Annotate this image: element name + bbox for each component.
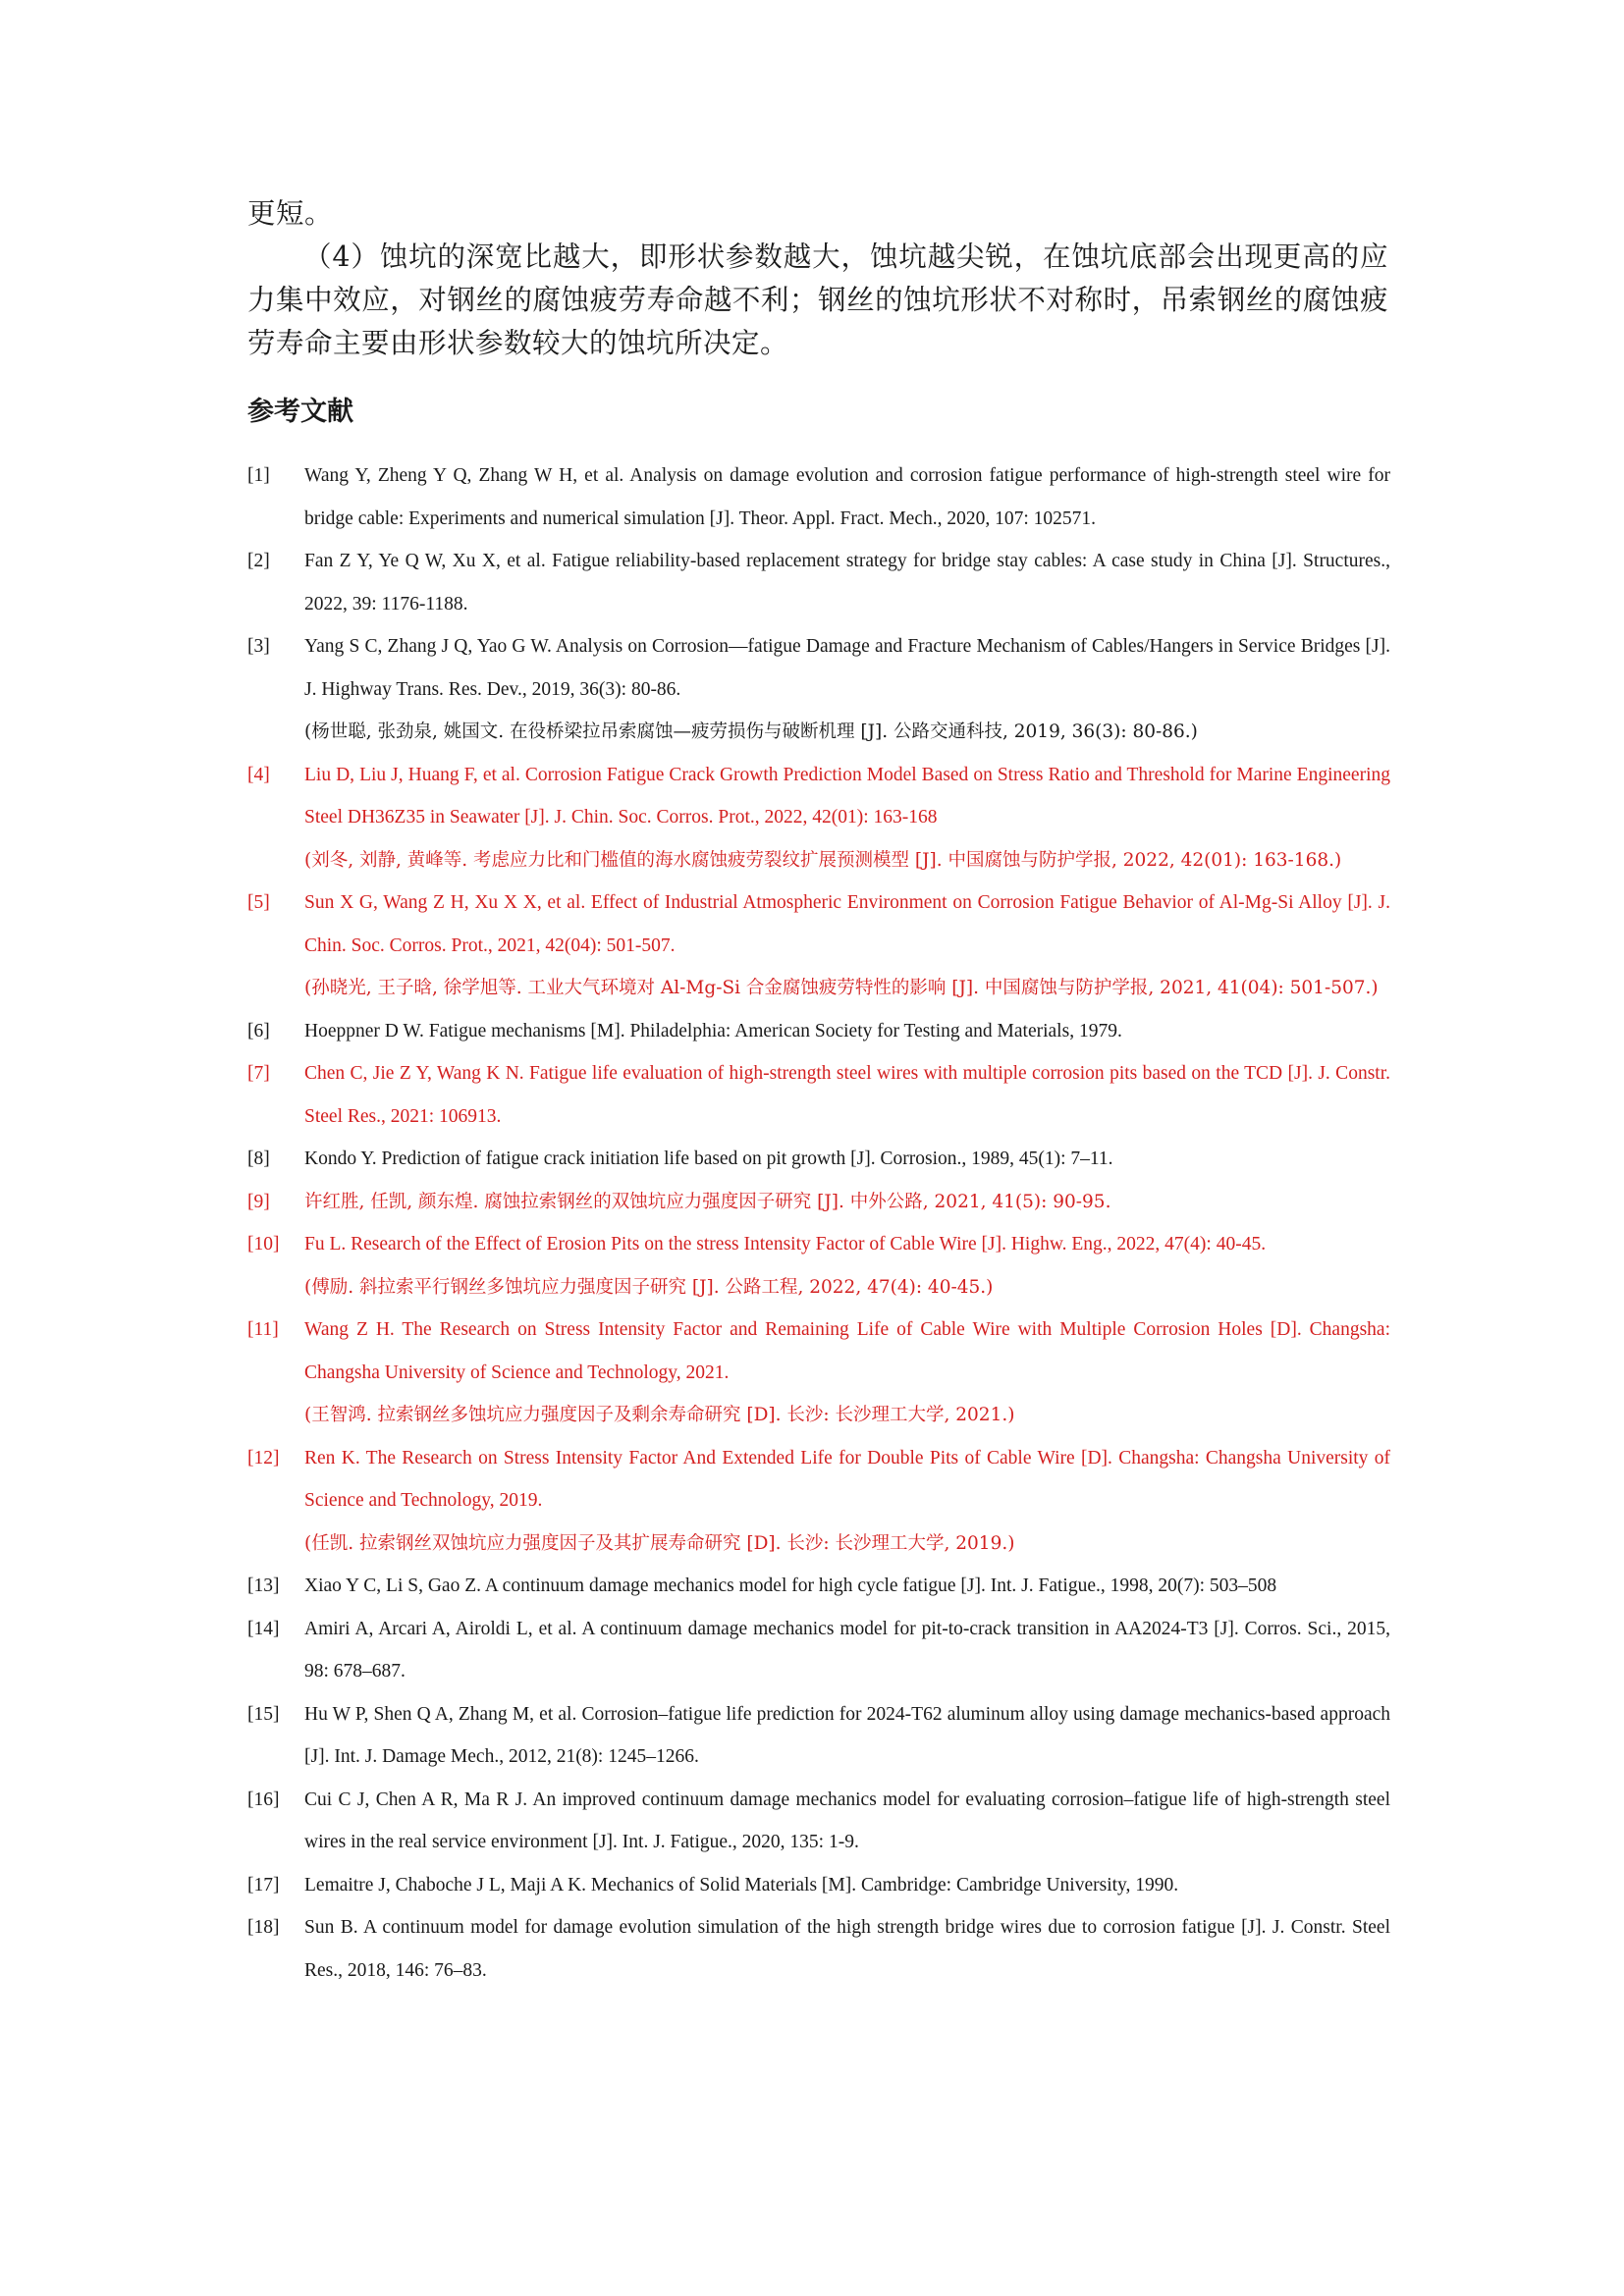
reference-chinese-text: (孙晓光, 王子晗, 徐学旭等. 工业大气环境对 Al-Mg-Si 合金腐蚀疲劳特性的影响 [J]. 中国腐蚀与防护学报, 2021, 41(04): 501-507.)	[304, 978, 1379, 998]
reference-number: [10]	[247, 1234, 280, 1255]
reference-text: Ren K. The Research on Stress Intensity Factor And Extended Life for Double Pits of Cable Wire [D]. Changsha: Changsha University of Science and Technology, 2019.	[304, 1447, 1390, 1511]
reference-item	[247, 1223, 1390, 1308]
reference-text: Fan Z Y, Ye Q W, Xu X, et al. Fatigue reliability-based replacement strategy for bridge stay cables: A case study in China [J]. Structures., 2022, 39: 1176-1188.	[304, 551, 1390, 614]
reference-item	[247, 1052, 1390, 1138]
reference-item	[247, 1308, 1390, 1437]
reference-text: Hu W P, Shen Q A, Zhang M, et al. Corrosion–fatigue life prediction for 2024-T62 aluminum alloy using damage mechanics-based approach [J]. Int. J. Damage Mech., 2012, 21(8): 1245–1266.	[304, 1703, 1390, 1767]
reference-item	[247, 1864, 1390, 1907]
reference-number: [18]	[247, 1917, 280, 1938]
reference-item	[247, 1608, 1390, 1693]
reference-number: [6]	[247, 1020, 270, 1041]
reference-item	[247, 625, 1390, 754]
reference-number: [7]	[247, 1063, 270, 1084]
reference-item	[247, 1138, 1390, 1181]
reference-number: [9]	[247, 1191, 270, 1212]
reference-text: Kondo Y. Prediction of fatigue crack initiation life based on pit growth [J]. Corrosion., 1989, 45(1): 7–11.	[304, 1148, 1113, 1169]
reference-number: [8]	[247, 1148, 270, 1169]
reference-item	[247, 1906, 1390, 1992]
paragraph-tail: 更短。	[247, 197, 334, 230]
reference-number: [4]	[247, 764, 270, 785]
reference-chinese-text: (王智鸿. 拉索钢丝多蚀坑应力强度因子及剩余寿命研究 [D]. 长沙: 长沙理工大学, 2021.)	[304, 1405, 1015, 1425]
reference-text: Sun B. A continuum model for damage evolution simulation of the high strength bridge wires due to corrosion fatigue [J]. J. Constr. Steel Res., 2018, 146: 76–83.	[304, 1917, 1390, 1981]
reference-number: [1]	[247, 465, 270, 486]
reference-text: 许红胜, 任凯, 颜东煌. 腐蚀拉索钢丝的双蚀坑应力强度因子研究 [J]. 中外公路, 2021, 41(5): 90-95.	[304, 1191, 1111, 1212]
reference-chinese-text: (任凯. 拉索钢丝双蚀坑应力强度因子及其扩展寿命研究 [D]. 长沙: 长沙理工大学, 2019.)	[304, 1532, 1015, 1554]
reference-text: Wang Y, Zheng Y Q, Zhang W H, et al. Analysis on damage evolution and corrosion fatigue performance of high-strength steel wire for bridge cable: Experiments and numerical simulation [J]. Theor. Appl. Fract. Mech., 2020, 107: 102571.	[304, 465, 1390, 529]
reference-text: Amiri A, Arcari A, Airoldi L, et al. A continuum damage mechanics model for pit-to-crack transition in AA2024-T3 [J]. Corros. Sci., 2015, 98: 678–687.	[304, 1618, 1390, 1682]
reference-item	[247, 540, 1390, 625]
reference-item	[247, 1181, 1390, 1224]
reference-item	[247, 1565, 1390, 1608]
reference-text: Hoeppner D W. Fatigue mechanisms [M]. Philadelphia: American Society for Testing and Materials, 1979.	[304, 1020, 1122, 1041]
reference-item	[247, 1010, 1390, 1053]
reference-item	[247, 754, 1390, 882]
reference-text: Lemaitre J, Chaboche J L, Maji A K. Mechanics of Solid Materials [M]. Cambridge: Cambridge University, 1990.	[304, 1874, 1179, 1896]
reference-number: [2]	[247, 551, 270, 571]
reference-number: [14]	[247, 1618, 280, 1639]
reference-chinese-text: (刘冬, 刘静, 黄峰等. 考虑应力比和门槛值的海水腐蚀疲劳裂纹扩展预测模型 [J]. 中国腐蚀与防护学报, 2022, 42(01): 163-168.)	[304, 849, 1342, 871]
reference-text: Chen C, Jie Z Y, Wang K N. Fatigue life evaluation of high-strength steel wires with multiple corrosion pits based on the TCD [J]. J. Constr. Steel Res., 2021: 106913.	[304, 1063, 1390, 1127]
reference-number: [11]	[247, 1319, 279, 1340]
reference-text: Xiao Y C, Li S, Gao Z. A continuum damage mechanics model for high cycle fatigue [J]. Int. J. Fatigue., 1998, 20(7): 503–508	[304, 1575, 1277, 1596]
body-text	[247, 192, 1388, 365]
reference-item	[247, 1437, 1390, 1566]
reference-text: Fu L. Research of the Effect of Erosion Pits on the stress Intensity Factor of Cable Wire [J]. Highw. Eng., 2022, 47(4): 40-45.	[304, 1234, 1267, 1255]
reference-item	[247, 1693, 1390, 1779]
reference-number: [13]	[247, 1575, 280, 1596]
references-heading: 参考文献	[247, 397, 353, 427]
reference-item	[247, 881, 1390, 1010]
reference-chinese-text: (傅励. 斜拉索平行钢丝多蚀坑应力强度因子研究 [J]. 公路工程, 2022, 47(4): 40-45.)	[304, 1276, 994, 1298]
reference-number: [3]	[247, 636, 270, 657]
reference-text: Liu D, Liu J, Huang F, et al. Corrosion Fatigue Crack Growth Prediction Model Based on Stress Ratio and Threshold for Marine Engineering Steel DH36Z35 in Seawater [J]. J. Chin. Soc. Corros. Prot., 2022, 42(01): 163-168	[304, 764, 1390, 828]
reference-text: Wang Z H. The Research on Stress Intensity Factor and Remaining Life of Cable Wire with Multiple Corrosion Holes [D]. Changsha: Changsha University of Science and Technology, 2021.	[304, 1319, 1390, 1383]
reference-number: [16]	[247, 1789, 280, 1810]
reference-number: [17]	[247, 1874, 280, 1896]
conclusion-paragraph-4: （4）蚀坑的深宽比越大，即形状参数越大，蚀坑越尖锐，在蚀坑底部会出现更高的应力集中效应，对钢丝的腐蚀疲劳寿命越不利；钢丝的蚀坑形状不对称时，吊索钢丝的腐蚀疲劳寿命主要由形状参数较大的蚀坑所决定。	[247, 240, 1388, 359]
reference-text: Cui C J, Chen A R, Ma R J. An improved continuum damage mechanics model for evaluating corrosion–fatigue life of high-strength steel wires in the real service environment [J]. Int. J. Fatigue., 2020, 135: 1-9.	[304, 1789, 1390, 1852]
reference-text: Yang S C, Zhang J Q, Yao G W. Analysis on Corrosion—fatigue Damage and Fracture Mechanism of Cables/Hangers in Service Bridges [J]. J. Highway Trans. Res. Dev., 2019, 36(3): 80-86.	[304, 636, 1390, 700]
reference-item	[247, 454, 1390, 540]
reference-number: [5]	[247, 892, 270, 913]
reference-chinese-text: (杨世聪, 张劲泉, 姚国文. 在役桥梁拉吊索腐蚀—疲劳损伤与破断机理 [J]. 公路交通科技, 2019, 36(3): 80-86.)	[304, 721, 1198, 742]
reference-item	[247, 1779, 1390, 1864]
reference-text: Sun X G, Wang Z H, Xu X X, et al. Effect of Industrial Atmospheric Environment on Corrosion Fatigue Behavior of Al-Mg-Si Alloy [J]. J. Chin. Soc. Corros. Prot., 2021, 42(04): 501-507.	[304, 892, 1390, 956]
reference-list	[247, 454, 1390, 1992]
reference-number: [12]	[247, 1447, 280, 1468]
reference-number: [15]	[247, 1703, 280, 1725]
